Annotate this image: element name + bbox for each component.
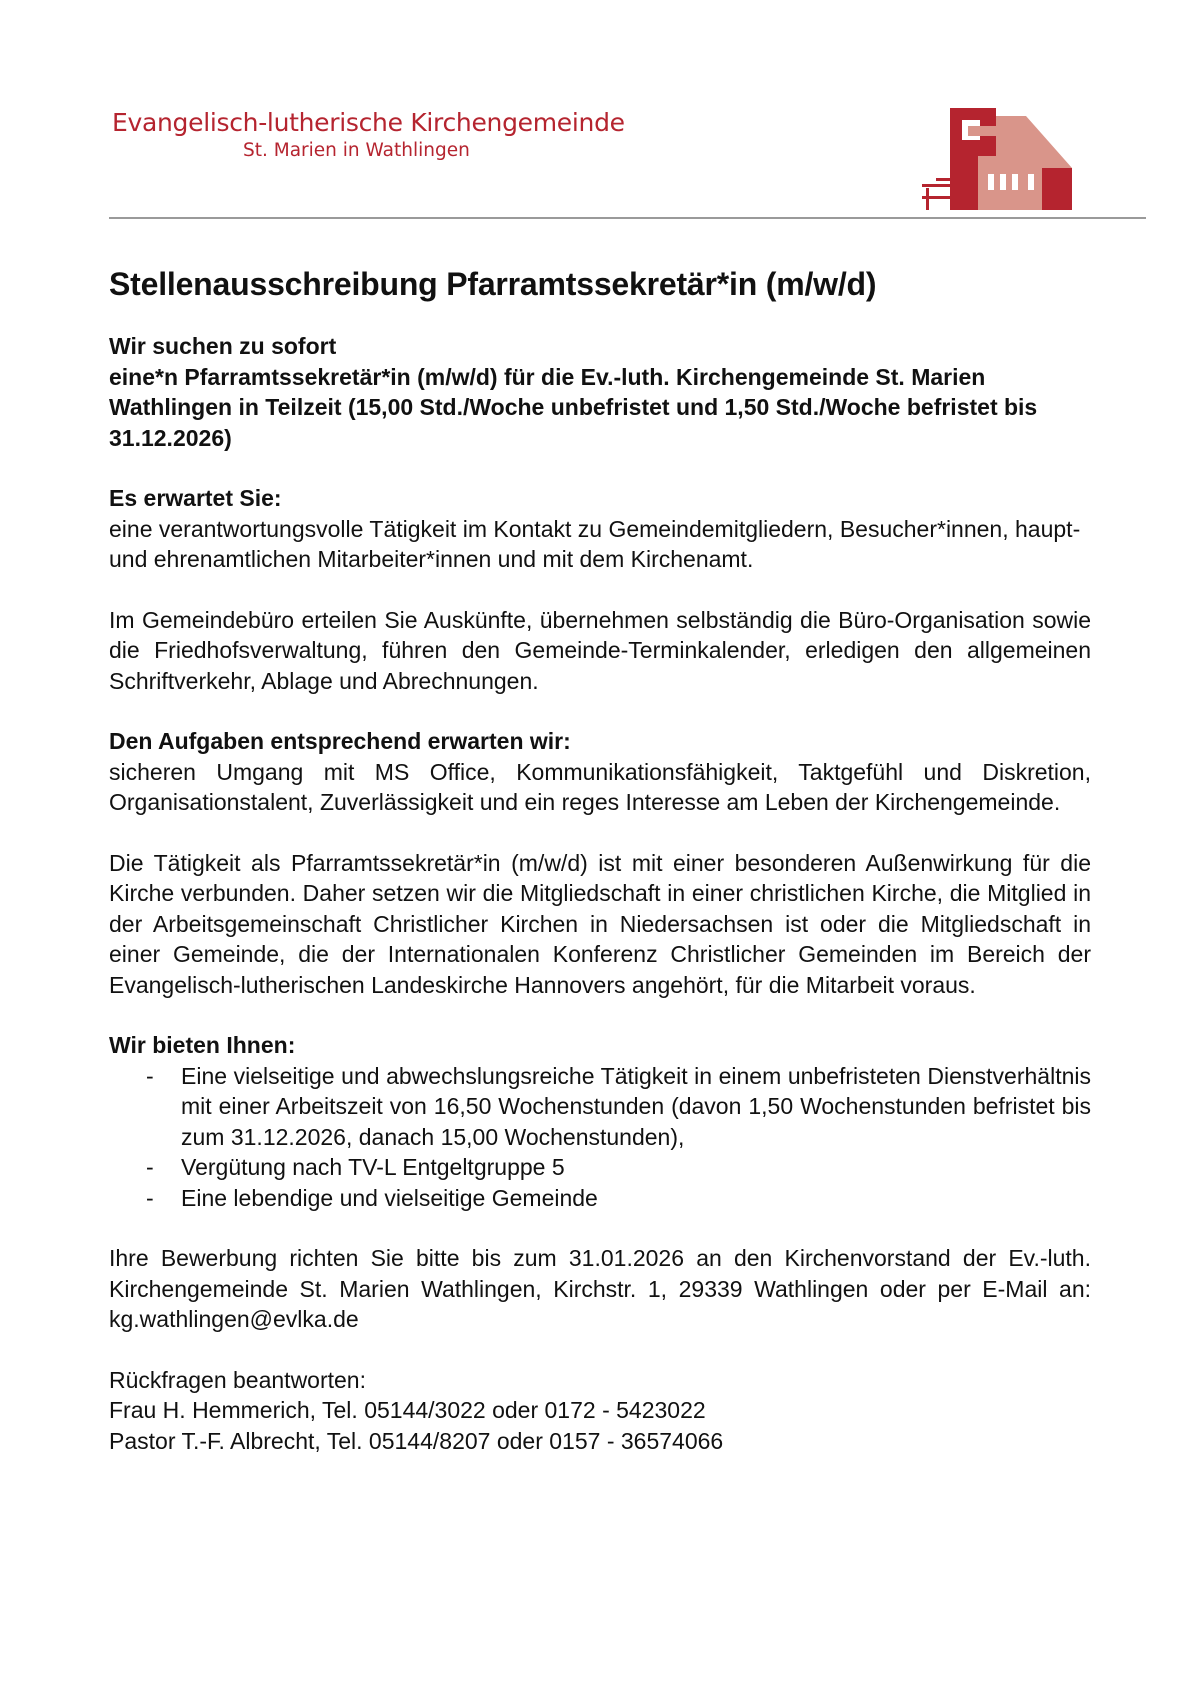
document-content bbox=[109, 266, 1091, 1486]
header-divider bbox=[109, 217, 1146, 219]
bullet-dash: - bbox=[146, 1184, 154, 1211]
contact-line: Frau H. Hemmerich, Tel. 05144/3022 oder 0172 - 5423022 bbox=[109, 1397, 706, 1423]
offer-list-item bbox=[109, 1061, 1091, 1153]
intro-heading: Wir suchen zu sofort bbox=[109, 333, 337, 359]
offer-heading: Wir bieten Ihnen: bbox=[109, 1032, 296, 1058]
organization-name-line2: St. Marien in Wathlingen bbox=[243, 140, 470, 161]
bullet-dash: - bbox=[146, 1154, 154, 1180]
requirements-text: sicheren Umgang mit MS Office, Kommunikationsfähigkeit, Taktgefühl und Diskretion, Organisationstalent, Zuverlässigkeit und ein reges Interesse am Leben der Kirchengemeinde. bbox=[109, 758, 1091, 815]
contacts-heading: Rückfragen beantworten: bbox=[109, 1366, 366, 1393]
offer-item-text: Eine vielseitige und abwechslungsreiche Tätigkeit in einem unbefristeten Dienstverhältnis mit einer Arbeitszeit von 16,50 Wochenstunden (davon 1,50 Wochenstunden befristet bis zum 31.12.2026, danach 15,00 Wochenstunden), bbox=[181, 1062, 1091, 1150]
page-title: Stellenausschreibung Pfarramtssekretär*in (m/w/d) bbox=[109, 266, 877, 302]
expectations-text: eine verantwortungsvolle Tätigkeit im Kontakt zu Gemeindemitgliedern, Besucher*innen, haupt- und ehrenamtlichen Mitarbeiter*innen und mit dem Kirchenamt. bbox=[109, 515, 1081, 572]
intro-section bbox=[109, 331, 1091, 453]
contact-line: Pastor T.-F. Albrecht, Tel. 05144/8207 oder 0157 - 36574066 bbox=[109, 1427, 724, 1454]
offer-item-text: Vergütung nach TV-L Entgeltgruppe 5 bbox=[181, 1154, 565, 1180]
application-paragraph: Ihre Bewerbung richten Sie bitte bis zum 31.01.2026 an den Kirchenvorstand der Ev.-luth. Kirchengemeinde St. Marien Wathlingen, Kirchstr. 1, 29339 Wathlingen oder per E-Mail an: kg.wathlingen@evlka.de bbox=[109, 1245, 1091, 1332]
requirements-section bbox=[109, 726, 1091, 818]
offer-list-item bbox=[109, 1183, 1091, 1214]
offer-section bbox=[109, 1030, 1091, 1213]
membership-paragraph: Die Tätigkeit als Pfarramtssekretär*in (m/w/d) ist mit einer besonderen Außenwirkung für die Kirche verbunden. Daher setzen wir die Mitgliedschaft in einer christlichen Kirche, die Mitglied in der Arbeitsgemeinschaft Christlicher Kirchen in Niedersachsen ist oder die Mitgliedschaft in einer Gemeinde, die der Internationalen Konferenz Christlicher Gemeinden im Bereich der Evangelisch-lutherischen Landeskirche Hannovers angehört, für die Mitarbeit voraus. bbox=[109, 849, 1091, 998]
offer-item-text: Eine lebendige und vielseitige Gemeinde bbox=[181, 1184, 598, 1211]
office-tasks-paragraph: Im Gemeindebüro erteilen Sie Auskünfte, übernehmen selbständig die Büro-Organisation sowie die Friedhofsverwaltung, führen den Gemeinde-Terminkalender, erledigen den allgemeinen Schriftverkehr, Ablage und Abrechnungen. bbox=[109, 606, 1091, 694]
bullet-dash: - bbox=[146, 1062, 154, 1089]
church-logo-icon bbox=[922, 108, 1090, 215]
expectations-heading: Es erwartet Sie: bbox=[109, 485, 282, 511]
requirements-heading: Den Aufgaben entsprechend erwarten wir: bbox=[109, 728, 571, 754]
contacts-section bbox=[109, 1365, 1091, 1457]
offer-list bbox=[109, 1061, 1091, 1214]
organization-name-line1: Evangelisch-lutherische Kirchengemeinde bbox=[112, 108, 625, 137]
intro-text: eine*n Pfarramtssekretär*in (m/w/d) für die Ev.-luth. Kirchengemeinde St. Marien Wathlingen in Teilzeit (15,00 Std./Woche unbefristet und 1,50 Std./Woche befristet bis 31.12.2026) bbox=[109, 363, 1038, 451]
offer-list-item bbox=[109, 1152, 1091, 1183]
organization-name bbox=[112, 108, 625, 161]
expectations-section bbox=[109, 483, 1091, 575]
